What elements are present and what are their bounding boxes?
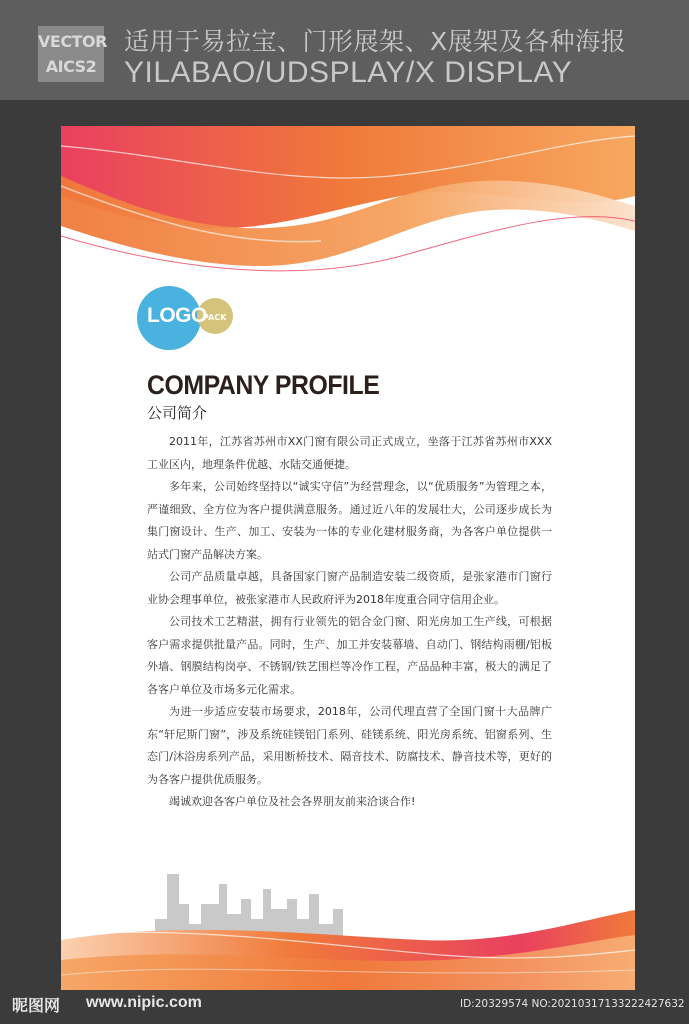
title-en: COMPANY PROFILE xyxy=(147,370,380,400)
paragraph: 2011年，江苏省苏州市XX门窗有限公司正式成立，坐落于江苏省苏州市XXX工业区内，地理条件优越、水陆交通便捷。 xyxy=(147,435,552,471)
footer-logo: 昵图网 xyxy=(12,996,61,1015)
profile-body xyxy=(147,431,552,814)
badge-line1: VECTOR xyxy=(38,32,107,51)
header-title-cn: 适用于易拉宝、门形展架、X展架及各种海报 xyxy=(124,27,627,56)
paragraph: 为进一步适应安装市场要求，2018年，公司代理直营了全国门窗十大品牌广东“轩尼斯门窗”，涉及系统硅镁铝门系列、硅镁系统、阳光房系统、铝窗系列、生态门/沐浴房系列产品，采用断桥技术、隔音技术、防腐技术、静音技术等，更好的为各客户提供优质服务。 xyxy=(147,705,552,786)
poster xyxy=(61,126,635,990)
badge-line2: AICS2 xyxy=(45,57,97,76)
header-title-en: YILABAO/UDSPLAY/X DISPLAY xyxy=(124,56,573,89)
vector-badge xyxy=(38,26,107,82)
paragraph: 公司产品质量卓越，具备国家门窗产品制造安装二级资质，是张家港市门窗行业协会理事单位，被张家港市人民政府评为2018年度重合同守信用企业。 xyxy=(147,570,552,606)
footer-id: ID:20329574 NO:20210317133222427632 xyxy=(460,998,685,1010)
title-cn: 公司简介 xyxy=(147,404,208,422)
footer-site-link[interactable]: www.nipic.com xyxy=(86,994,202,1011)
bottom-wave-decoration xyxy=(61,900,635,990)
top-wave-decoration xyxy=(61,126,635,276)
paragraph: 多年来，公司始终坚持以“诚实守信”为经营理念，以“优质服务”为管理之本，严谨细致、全方位为客户提供满意服务。通过近八年的发展壮大，公司逐步成长为集门窗设计、生产、加工、安装为一体的专业化建材服务商，为各客户单位提供一站式门窗产品解决方案。 xyxy=(147,480,552,561)
paragraph: 竭诚欢迎各客户单位及社会各界朋友前来洽谈合作! xyxy=(169,795,416,808)
paragraph: 公司技术工艺精湛，拥有行业领先的铝合金门窗、阳光房加工生产线，可根据客户需求提供批量产品。同时，生产、加工并安装幕墙、自动门、钢结构雨棚/铝板外墙、钢膜结构岗亭、不锈钢/铁艺围栏等冷作工程，产品品种丰富，极大的满足了各客户单位及市场多元化需求。 xyxy=(147,615,552,696)
logo-text: LOGO xyxy=(147,304,207,327)
header-bar xyxy=(0,0,689,100)
logo-pack-text: PACK xyxy=(203,313,227,322)
